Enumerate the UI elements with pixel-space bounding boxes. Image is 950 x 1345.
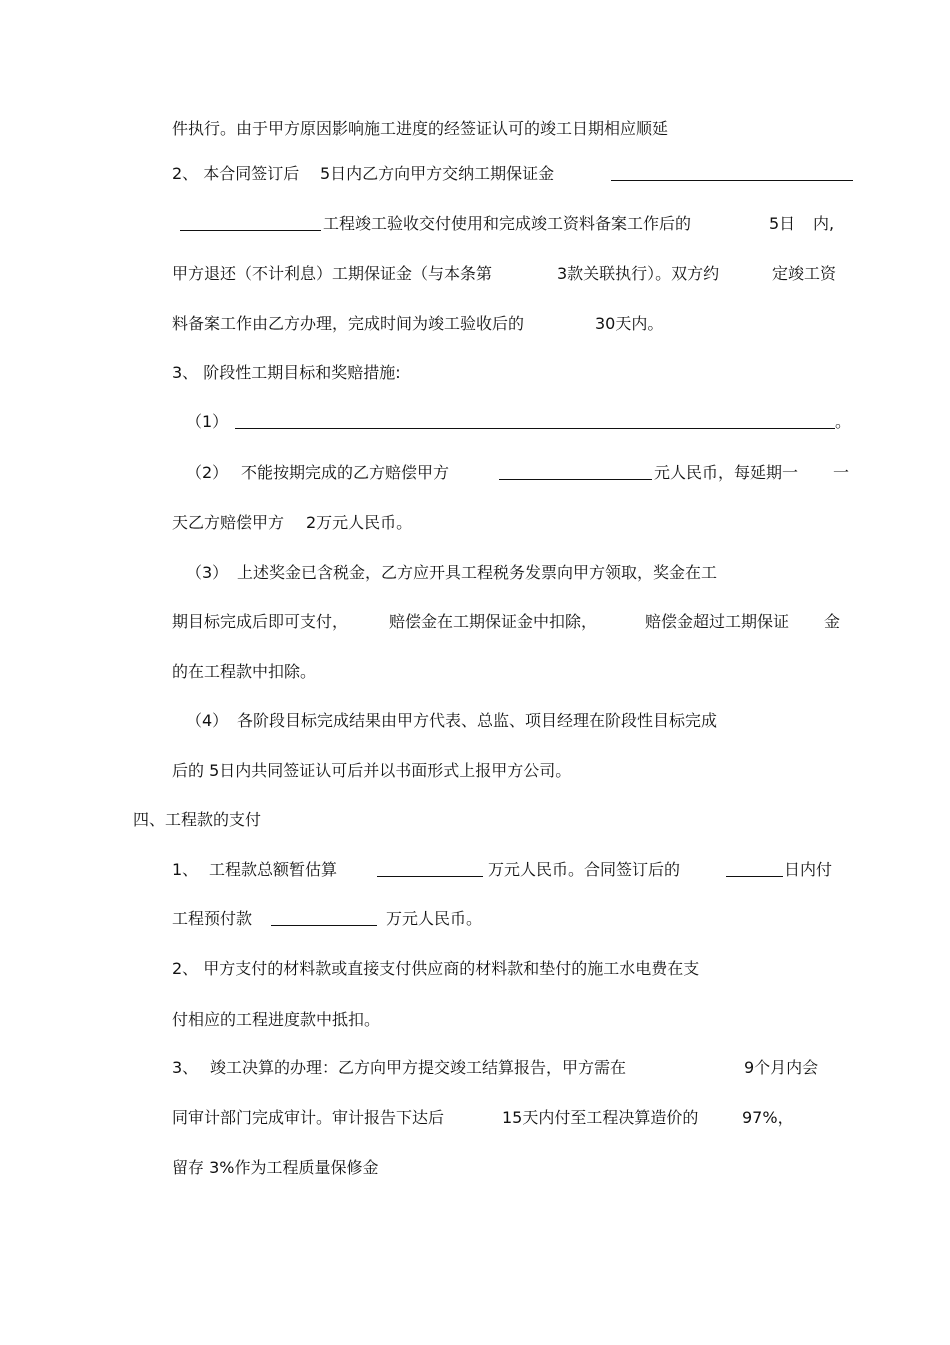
section-heading: 四、工程款的支付 (133, 810, 262, 829)
text: 97%， (742, 1108, 794, 1127)
text: 付相应的工程进度款中抵扣。 (172, 1010, 381, 1029)
text: 3、 (172, 1058, 199, 1077)
text: 2、 本合同签订后 (172, 164, 300, 183)
text: 甲方退还（不计利息）工期保证金（与本条第 (172, 264, 493, 283)
text: （3） (186, 563, 229, 582)
text: 料备案工作由乙方办理，完成时间为竣工验收后的 (172, 314, 525, 333)
text: 的在工程款中扣除。 (172, 662, 317, 681)
text: 万元人民币。合同签订后的 (488, 860, 681, 879)
text: 15天内付至工程决算造价的 (502, 1108, 699, 1127)
blank-underline (271, 925, 377, 926)
blank-underline (611, 180, 853, 181)
text: 不能按期完成的乙方赔偿甲方 (241, 463, 450, 482)
text: 天乙方赔偿甲方 (172, 513, 285, 532)
blank-underline (499, 479, 652, 480)
text: 3、 阶段性工期目标和奖赔措施: (172, 363, 401, 382)
text: 5日 (769, 214, 796, 233)
text: 工程款总额暂估算 (209, 860, 338, 879)
text: 30天内。 (595, 314, 664, 333)
text: 留存 3%作为工程质量保修金 (172, 1158, 379, 1177)
text: 9个月内会 (744, 1058, 819, 1077)
text: 同审计部门完成审计。审计报告下达后 (172, 1108, 445, 1127)
text: 万元人民币。 (386, 909, 483, 928)
text: 金 (824, 612, 841, 631)
text: 3款关联执行）。双方约 (557, 264, 720, 283)
text: 2万元人民币。 (306, 513, 413, 532)
text: 工程竣工验收交付使用和完成竣工资料备案工作后的 (323, 214, 692, 233)
text: 赔偿金超过工期保证 (645, 612, 790, 631)
text: 竣工决算的办理：乙方向甲方提交竣工结算报告，甲方需在 (210, 1058, 627, 1077)
text: 件执行。由于甲方原因影响施工进度的经签证认可的竣工日期相应顺延 (172, 119, 669, 138)
text: 日内付 (784, 860, 833, 879)
text: 工程预付款 (172, 909, 253, 928)
text: 赔偿金在工期保证金中扣除， (389, 612, 598, 631)
blank-underline (235, 428, 835, 429)
text: 5日内乙方向甲方交纳工期保证金 (320, 164, 555, 183)
text: 后的 5日内共同签证认可后并以书面形式上报甲方公司。 (172, 761, 572, 780)
text: 1、 (172, 860, 199, 879)
text: （4） (186, 711, 229, 730)
text: （2） (186, 463, 229, 482)
text: （1） (186, 412, 229, 431)
text: 2、 甲方支付的材料款或直接支付供应商的材料款和垫付的施工水电费在支 (172, 959, 700, 978)
text: 上述奖金已含税金，乙方应开具工程税务发票向甲方领取，奖金在工 (237, 563, 718, 582)
text: 定竣工资 (772, 264, 837, 283)
text: 。 (835, 412, 852, 431)
blank-underline (180, 230, 321, 231)
text: 一 (833, 463, 850, 482)
text: 内, (813, 214, 835, 233)
text: 期目标完成后即可支付， (172, 612, 349, 631)
blank-underline (726, 876, 783, 877)
blank-underline (377, 876, 483, 877)
text: 各阶段目标完成结果由甲方代表、总监、项目经理在阶段性目标完成 (237, 711, 718, 730)
text: 元人民币，每延期一 (654, 463, 799, 482)
